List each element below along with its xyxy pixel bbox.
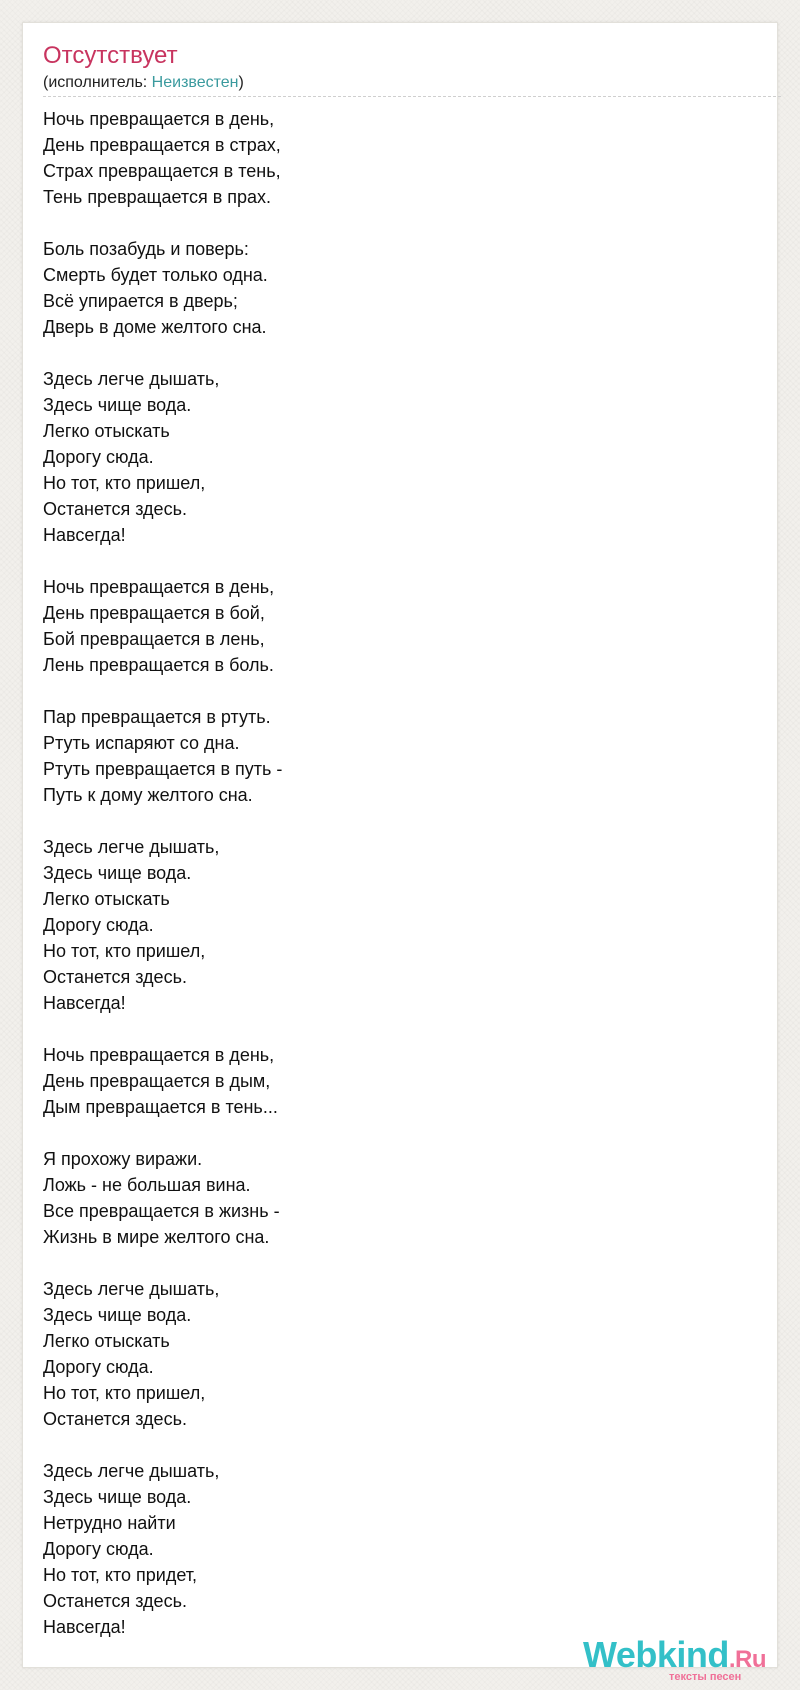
lyric-line: Дорогу сюда. — [43, 1539, 154, 1559]
header-divider — [43, 96, 781, 97]
performer-line — [43, 73, 244, 93]
lyric-line: Но тот, кто пришел, — [43, 473, 206, 493]
lyric-line: Дорогу сюда. — [43, 915, 154, 935]
lyric-line: Здесь чище вода. — [43, 395, 192, 415]
lyric-line: День превращается в страх, — [43, 135, 281, 155]
stanza-gap — [43, 1016, 743, 1042]
stanza-gap — [43, 1120, 743, 1146]
stanza-gap — [43, 210, 743, 236]
lyric-line: Но тот, кто пришел, — [43, 1383, 206, 1403]
lyric-line: Всё упирается в дверь; — [43, 291, 238, 311]
lyric-line: Навсегда! — [43, 993, 126, 1013]
lyric-line: Здесь чище вода. — [43, 863, 192, 883]
lyric-line: Легко отыскать — [43, 421, 170, 441]
lyric-line: Дорогу сюда. — [43, 447, 154, 467]
stanza-gap — [43, 1250, 743, 1276]
lyric-line: Тень превращается в прах. — [43, 187, 272, 207]
lyric-line: Здесь чище вода. — [43, 1487, 192, 1507]
performer-suffix: ) — [238, 74, 244, 91]
lyric-line: Но тот, кто придет, — [43, 1565, 198, 1585]
lyric-line: Останется здесь. — [43, 1409, 187, 1429]
lyric-line: Легко отыскать — [43, 889, 170, 909]
lyrics-card — [22, 22, 778, 1683]
lyric-line: Но тот, кто пришел, — [43, 941, 206, 961]
lyric-line: День превращается в бой, — [43, 603, 265, 623]
lyric-line: Навсегда! — [43, 1617, 126, 1637]
lyric-line: Бой превращается в лень, — [43, 629, 265, 649]
lyric-line: Навсегда! — [43, 525, 126, 545]
lyric-line: Лень превращается в боль. — [43, 655, 274, 675]
logo-name: Webkind — [583, 1634, 729, 1675]
stanza-gap — [43, 808, 743, 834]
lyric-line: Боль позабудь и поверь: — [43, 239, 249, 259]
lyric-line: Ночь превращается в день, — [43, 577, 275, 597]
lyrics-text — [43, 106, 743, 1640]
lyric-line: Останется здесь. — [43, 967, 187, 987]
lyric-line: Ртуть испаряют со дна. — [43, 733, 240, 753]
lyric-line: Здесь легче дышать, — [43, 1279, 220, 1299]
site-logo[interactable] — [583, 1635, 800, 1683]
lyric-line: Ночь превращается в день, — [43, 109, 275, 129]
lyric-line: Я прохожу виражи. — [43, 1149, 203, 1169]
stanza-gap — [43, 548, 743, 574]
lyric-line: Ложь - не большая вина. — [43, 1175, 251, 1195]
lyric-line: Ртуть превращается в путь - — [43, 759, 283, 779]
lyric-line: Здесь легче дышать, — [43, 1461, 220, 1481]
lyric-line: Здесь чище вода. — [43, 1305, 192, 1325]
stanza-gap — [43, 340, 743, 366]
lyric-line: Здесь легче дышать, — [43, 369, 220, 389]
lyric-line: Нетрудно найти — [43, 1513, 176, 1533]
song-title: Отсутствует — [43, 42, 178, 69]
lyric-line: Дорогу сюда. — [43, 1357, 154, 1377]
lyric-line: Останется здесь. — [43, 1591, 187, 1611]
performer-link[interactable]: Неизвестен — [151, 74, 239, 91]
lyric-line: Смерть будет только одна. — [43, 265, 268, 285]
stanza-gap — [43, 1432, 743, 1458]
lyric-line: Останется здесь. — [43, 499, 187, 519]
lyric-line: Легко отыскать — [43, 1331, 170, 1351]
lyric-line: Ночь превращается в день, — [43, 1045, 275, 1065]
logo-suffix: .Ru — [728, 1646, 767, 1673]
lyric-line: Страх превращается в тень, — [43, 161, 281, 181]
lyric-line: Путь к дому желтого сна. — [43, 785, 253, 805]
lyric-line: День превращается в дым, — [43, 1071, 271, 1091]
lyric-line: Пар превращается в ртуть. — [43, 707, 271, 727]
performer-prefix: (исполнитель: — [43, 74, 152, 91]
lyric-line: Дым превращается в тень... — [43, 1097, 278, 1117]
lyric-line: Жизнь в мире желтого сна. — [43, 1227, 270, 1247]
lyric-line: Дверь в доме желтого сна. — [43, 317, 267, 337]
lyric-line: Все превращается в жизнь - — [43, 1201, 280, 1221]
logo-tagline: тексты песен — [669, 1671, 742, 1683]
lyric-line: Здесь легче дышать, — [43, 837, 220, 857]
stanza-gap — [43, 678, 743, 704]
